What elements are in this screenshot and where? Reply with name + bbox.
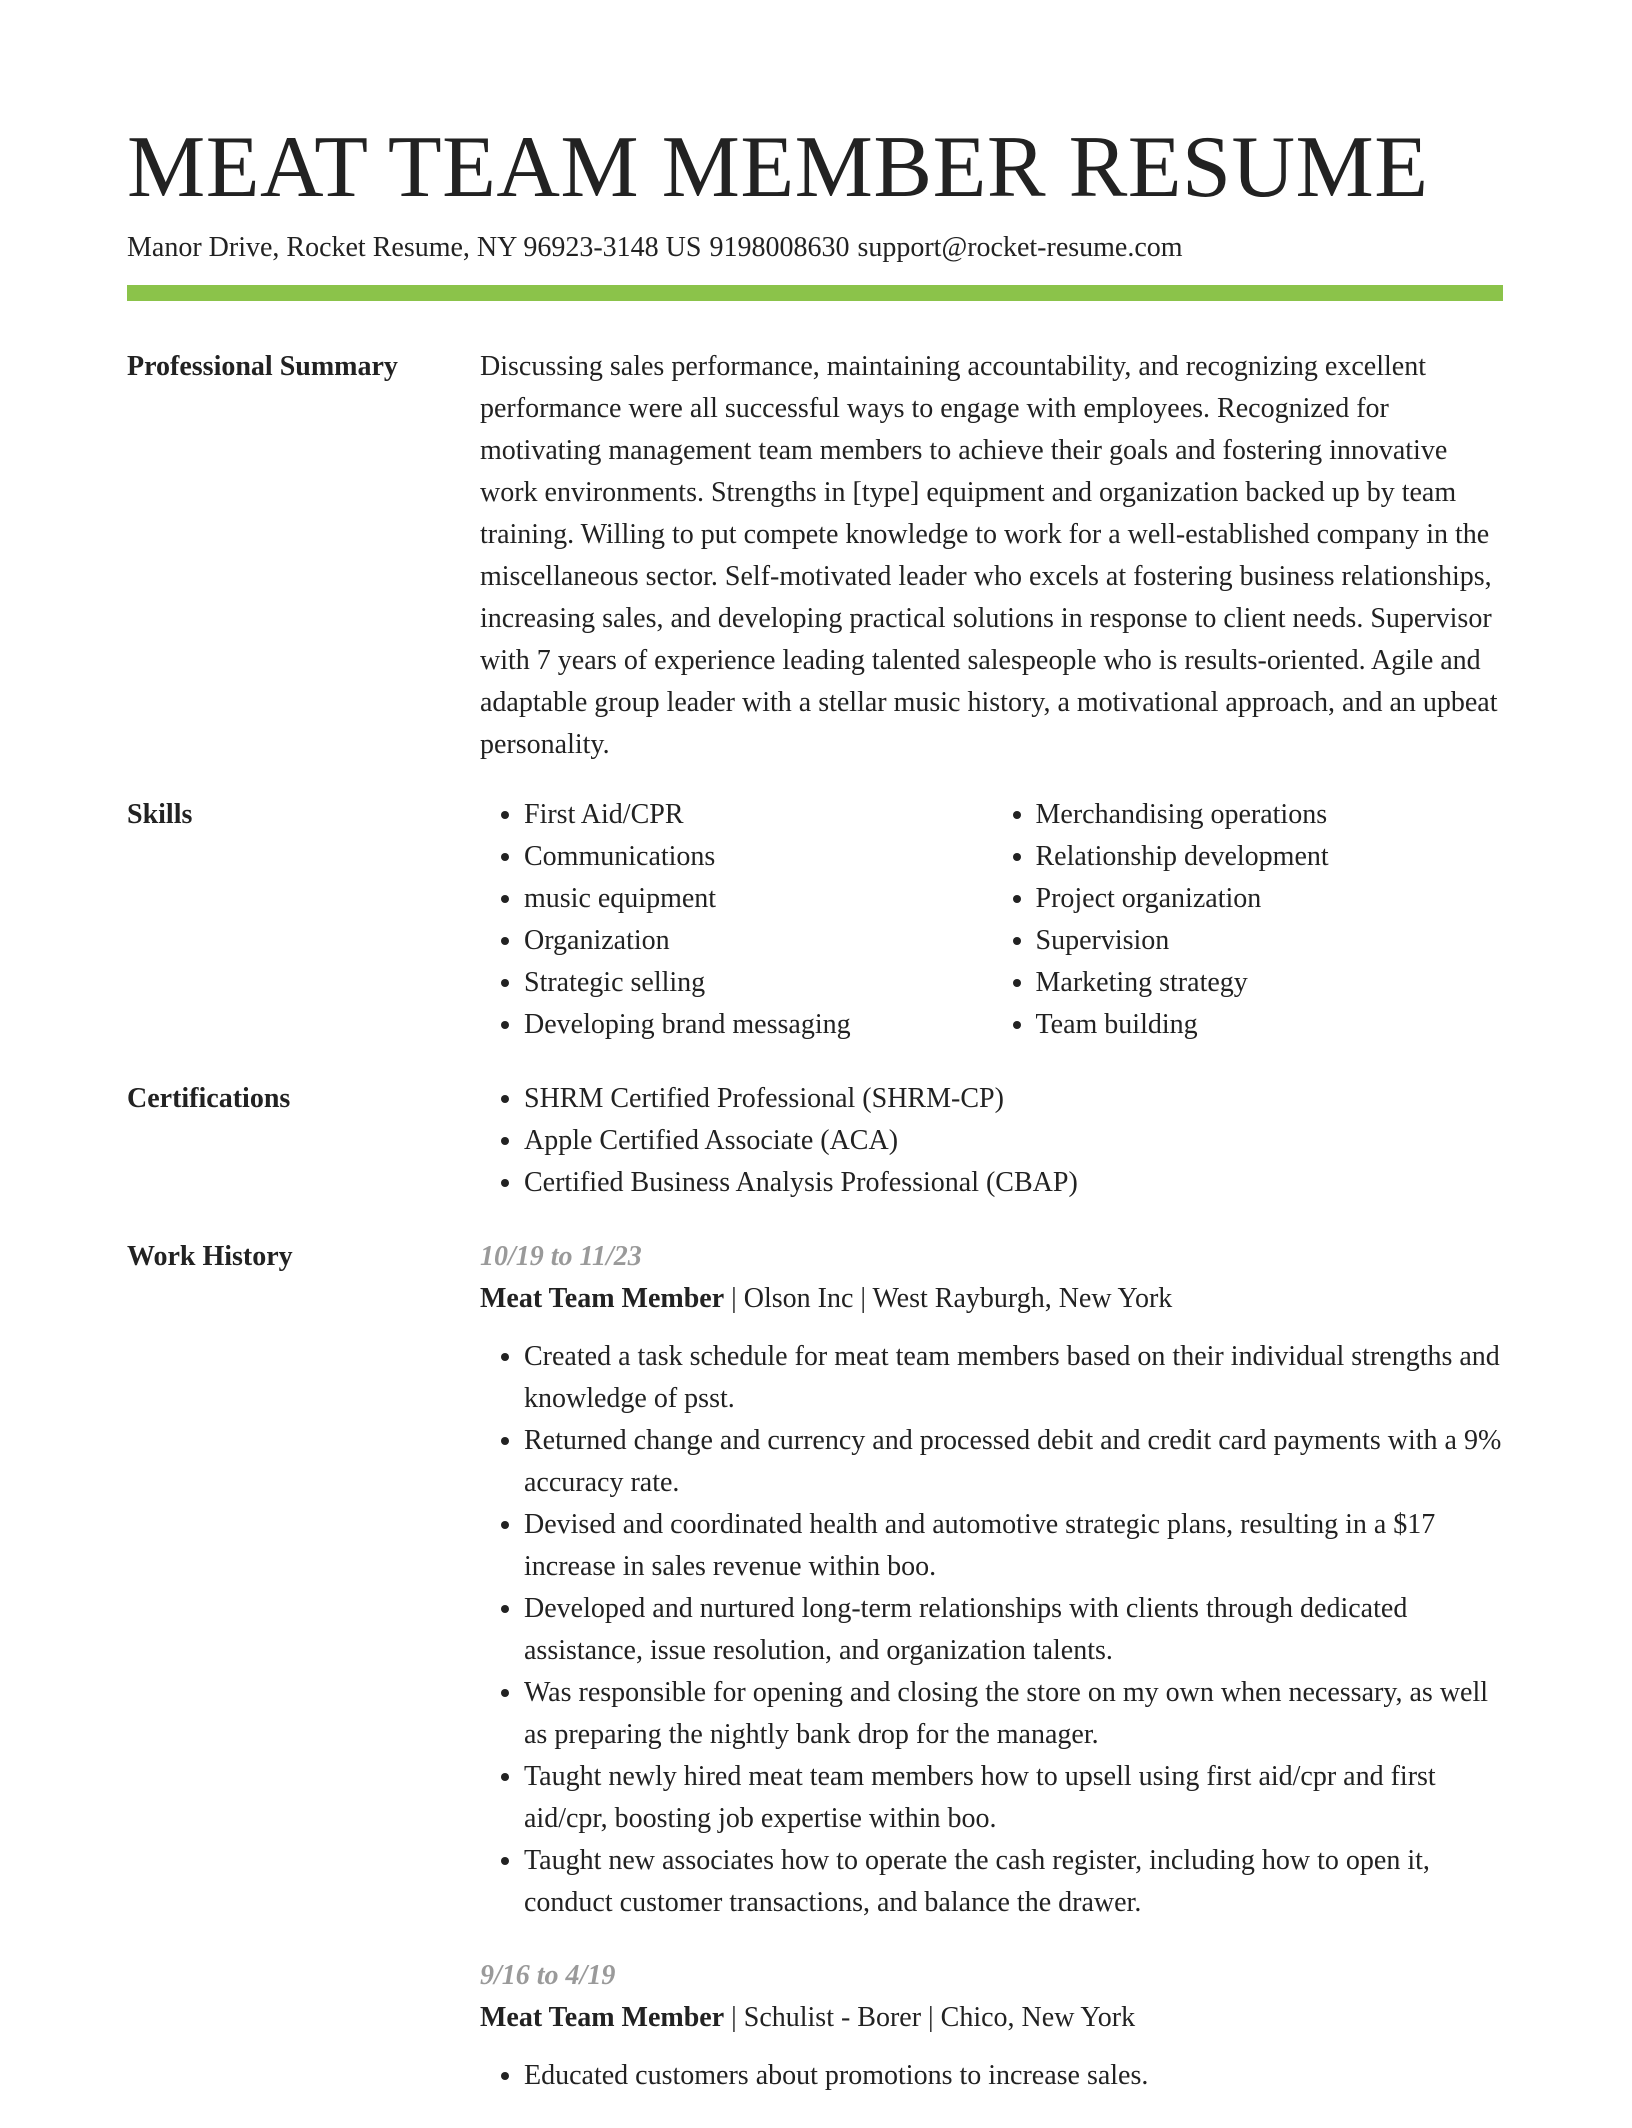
contact-email: support@rocket-resume.com — [857, 232, 1183, 263]
skill-item: • Organization — [524, 920, 992, 962]
job-bullet: • Created a task schedule for meat team members based on their individual strengths and knowledge of psst. — [524, 1336, 1503, 1420]
job-dates: 10/19 to 11/23 — [480, 1241, 642, 1272]
job-bullet: • Returned change and currency and processed debit and credit card payments with a 9% accuracy rate. — [524, 1420, 1503, 1504]
job-bullets — [480, 2055, 1503, 2097]
skill-item: • Relationship development — [1036, 836, 1504, 878]
contact-line — [127, 230, 1183, 266]
job-heading — [480, 1278, 1503, 1320]
skills-list-right — [992, 794, 1504, 1046]
skill-item: • Strategic selling — [524, 962, 992, 1004]
contact-address: Manor Drive, Rocket Resume, NY 96923-3148 US — [127, 232, 702, 263]
skills-columns — [480, 794, 1503, 1046]
skill-item: • Team building — [1036, 1004, 1504, 1046]
job-heading — [480, 1997, 1503, 2039]
work-history-heading: Work History — [127, 1241, 293, 1272]
skill-item: • Communications — [524, 836, 992, 878]
job-bullet: • Developed and nurtured long-term relationships with clients through dedicated assistance, issue resolution, and organization talents. — [524, 1588, 1503, 1672]
skills-heading: Skills — [127, 799, 193, 830]
accent-divider — [127, 285, 1503, 301]
summary-heading: Professional Summary — [127, 351, 398, 382]
skill-item: • Merchandising operations — [1036, 794, 1504, 836]
skill-item: • Marketing strategy — [1036, 962, 1504, 1004]
contact-phone: 9198008630 — [709, 232, 850, 263]
skill-item: • First Aid/CPR — [524, 794, 992, 836]
job-details: | Olson Inc | West Rayburgh, New York — [724, 1283, 1173, 1314]
skills-list-left — [480, 794, 992, 1046]
job-bullet: • Taught new associates how to operate the cash register, including how to open it, conduct customer transactions, and balance the drawer. — [524, 1840, 1503, 1924]
job-details: | Schulist - Borer | Chico, New York — [724, 2002, 1136, 2033]
job-bullets — [480, 1336, 1503, 1924]
certifications-list — [480, 1078, 1503, 1204]
skill-item: • music equipment — [524, 878, 992, 920]
job-dates: 9/16 to 4/19 — [480, 1960, 616, 1991]
skill-item: • Supervision — [1036, 920, 1504, 962]
skill-item: • Developing brand messaging — [524, 1004, 992, 1046]
job-bullet: • Taught newly hired meat team members how to upsell using first aid/cpr and first aid/cpr, boosting job expertise within boo. — [524, 1756, 1503, 1840]
job-bullet: • Educated customers about promotions to increase sales. — [524, 2055, 1503, 2097]
job-title: Meat Team Member — [480, 2002, 725, 2033]
resume-title: MEAT TEAM MEMBER RESUME — [127, 119, 1429, 216]
summary-text: Discussing sales performance, maintaining accountability, and recognizing excellent performance were all successful ways to engage with employees. Recognized for motivating management team members to achieve their goals and fostering innovative work environments. Strengths in [type] equipment and organization backed up by team training. Willing to put compete knowledge to work for a well-established company in the miscellaneous sector. Self-motivated leader who excels at fostering business relationships, increasing sales, and developing practical solutions in response to client needs. Supervisor with 7 years of experience leading talented salespeople who is results-oriented. Agile and adaptable group leader with a stellar music history, a motivational approach, and an upbeat personality. — [480, 351, 1498, 760]
job-title: Meat Team Member — [480, 1283, 725, 1314]
certification-item: • Apple Certified Associate (ACA) — [524, 1120, 1503, 1162]
certification-item: • Certified Business Analysis Professional (CBAP) — [524, 1162, 1503, 1204]
job-bullet: • Devised and coordinated health and automotive strategic plans, resulting in a $17 increase in sales revenue within boo. — [524, 1504, 1503, 1588]
job-bullet: • Was responsible for opening and closing the store on my own when necessary, as well as preparing the nightly bank drop for the manager. — [524, 1672, 1503, 1756]
skill-item: • Project organization — [1036, 878, 1504, 920]
certification-item: • SHRM Certified Professional (SHRM-CP) — [524, 1078, 1503, 1120]
job-entry — [480, 1236, 1503, 1924]
job-entry — [480, 1955, 1503, 2097]
certifications-heading: Certifications — [127, 1083, 291, 1114]
